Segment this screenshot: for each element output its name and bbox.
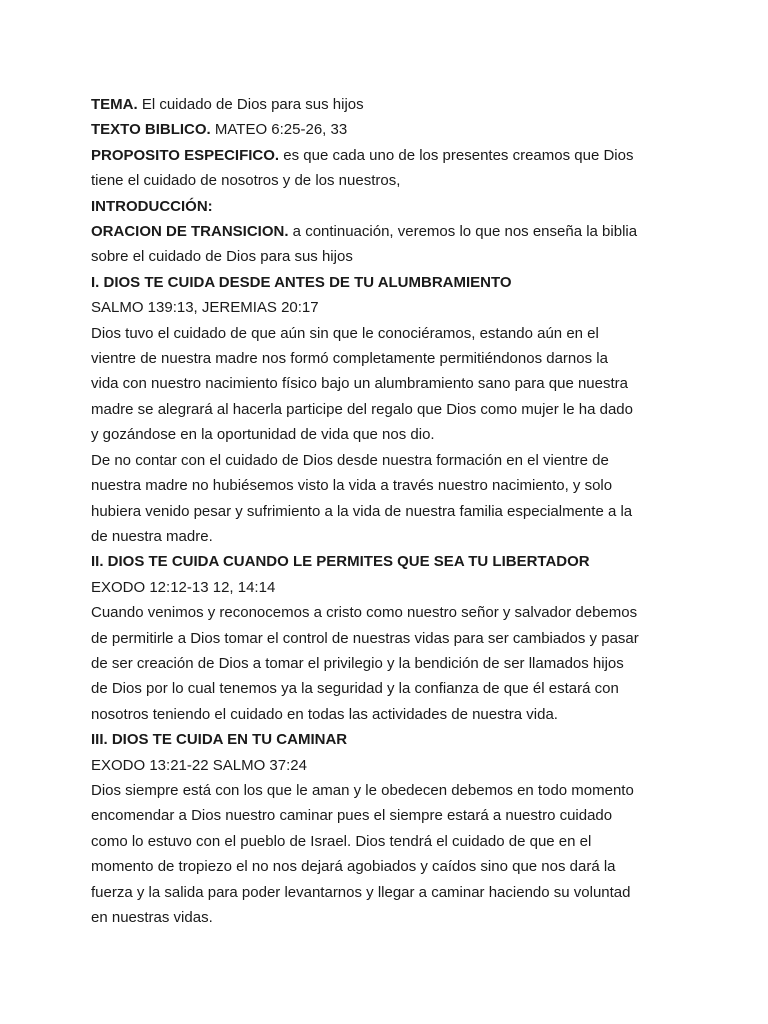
tema-label: TEMA. — [91, 96, 138, 113]
section-reference: EXODO 13:21-22 SALMO 37:24 — [91, 756, 307, 774]
body-line: Cuando venimos y reconocemos a cristo como nuestro señor y salvador debemos — [91, 604, 638, 622]
section-heading: III. DIOS TE CUIDA EN TU CAMINAR — [91, 731, 348, 749]
section-2 — [91, 549, 691, 727]
tema-line — [91, 92, 691, 117]
body-line: De no contar con el cuidado de Dios desde nuestra formación en el vientre de — [91, 451, 609, 469]
body-line: de nuestra madre. — [91, 527, 213, 545]
body-line: hubiera venido pesar y sufrimiento a la vida de nuestra familia especialmente a la — [91, 502, 633, 520]
body-line: vientre de nuestra madre nos formó completamente permitiéndonos darnos la — [91, 350, 608, 368]
section-reference: EXODO 12:12-13 12, 14:14 — [91, 578, 276, 596]
section-3 — [91, 727, 691, 930]
section-heading: I. DIOS TE CUIDA DESDE ANTES DE TU ALUMBRAMIENTO — [91, 273, 512, 291]
body-line: nuestra madre no hubiésemos visto la vida a través nuestro nacimiento, y solo — [91, 477, 613, 495]
texto-biblico-label: TEXTO BIBLICO. — [91, 121, 211, 139]
oracion-label: ORACION DE TRANSICION. — [91, 223, 289, 241]
body-line: madre se alegrará al hacerla participe del regalo que Dios como mujer le ha dado — [91, 400, 633, 418]
proposito-line — [91, 143, 691, 168]
section-1 — [91, 270, 691, 549]
proposito-line-2: tiene el cuidado de nosotros y de los nuestros, — [91, 172, 401, 190]
oracion-text: a continuación, veremos lo que nos enseña la biblia — [288, 223, 638, 241]
proposito-text: es que cada uno de los presentes creamos que Dios — [279, 146, 634, 164]
body-line: Dios tuvo el cuidado de que aún sin que le conociéramos, estando aún en el — [91, 324, 599, 342]
body-line: Dios siempre está con los que le aman y le obedecen debemos en todo momento — [91, 781, 634, 799]
body-line: y gozándose en la oportunidad de vida que nos dio. — [91, 426, 435, 444]
introduccion-label: INTRODUCCIÓN: — [91, 197, 213, 215]
body-line: de permitirle a Dios tomar el control de nuestras vidas para ser cambiados y pasar — [91, 629, 639, 647]
section-reference: SALMO 139:13, JEREMIAS 20:17 — [91, 299, 319, 317]
body-line: en nuestras vidas. — [91, 909, 213, 926]
body-line: fuerza y la salida para poder levantarnos y llegar a caminar haciendo su voluntad — [91, 883, 631, 901]
oracion-line-2: sobre el cuidado de Dios para sus hijos — [91, 248, 353, 266]
body-line: de Dios por lo cual tenemos ya la seguridad y la confianza de que él estará con — [91, 680, 619, 698]
proposito-label: PROPOSITO ESPECIFICO. — [91, 146, 280, 164]
oracion-line — [91, 219, 691, 244]
body-line: como lo estuvo con el pueblo de Israel. Dios tendrá el cuidado de que en el — [91, 832, 592, 850]
body-line: de ser creación de Dios a tomar el privilegio y la bendición de ser llamados hijos — [91, 654, 624, 672]
document-page — [91, 92, 691, 930]
body-line: vida con nuestro nacimiento físico bajo un alumbramiento sano para que nuestra — [91, 375, 628, 393]
section-heading: II. DIOS TE CUIDA CUANDO LE PERMITES QUE SEA TU LIBERTADOR — [91, 553, 590, 571]
texto-biblico-line — [91, 117, 691, 142]
body-line: momento de tropiezo el no nos dejará agobiados y caídos sino que nos dará la — [91, 858, 616, 876]
body-line: encomendar a Dios nuestro caminar pues el siempre estará a nuestro cuidado — [91, 807, 613, 825]
texto-biblico-text: MATEO 6:25-26, 33 — [210, 121, 348, 139]
tema-text: El cuidado de Dios para sus hijos — [137, 96, 364, 113]
body-line: nosotros teniendo el cuidado en todas las actividades de nuestra vida. — [91, 705, 558, 723]
